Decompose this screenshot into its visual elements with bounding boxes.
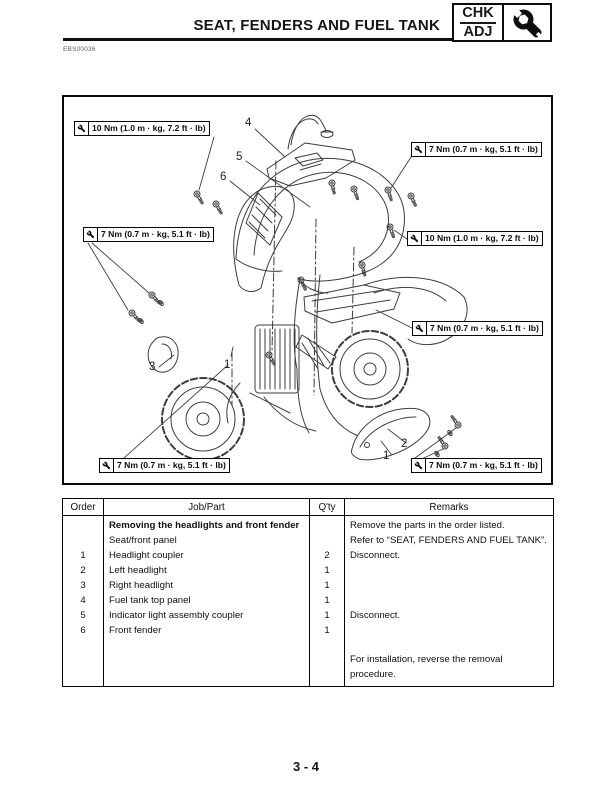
cell-order: 2	[80, 565, 86, 576]
chapter-tab-labels	[454, 5, 504, 40]
cell-qty	[310, 638, 345, 687]
torque-wrench-icon	[100, 459, 114, 472]
cell-order: 4	[80, 595, 86, 606]
part-callout: 1	[383, 450, 390, 462]
table-row	[63, 638, 554, 687]
torque-label	[411, 458, 542, 473]
table-row	[63, 593, 554, 608]
cell-order: 3	[80, 580, 86, 591]
chapter-tab-line1: CHK	[460, 6, 495, 24]
torque-label	[407, 231, 543, 246]
torque-value: 7 Nm (0.7 m · kg, 5.1 ft · lb)	[429, 460, 538, 470]
torque-wrench-icon	[412, 459, 426, 472]
cell-remarks: Disconnect.	[345, 548, 554, 563]
table-row	[63, 608, 554, 623]
cell-order	[63, 638, 104, 687]
part-callout: 2	[401, 438, 408, 450]
table-row	[63, 533, 554, 548]
torque-label	[74, 121, 210, 136]
torque-wrench-icon	[408, 232, 422, 245]
frame-art	[227, 275, 398, 437]
header-rule	[63, 38, 452, 41]
cell-remarks: Refer to “SEAT, FENDERS AND FUEL TANK”.	[345, 533, 554, 548]
part-callout: 4	[245, 117, 252, 129]
chapter-tab-line2: ADJ	[463, 23, 493, 40]
parts-table-header	[63, 499, 554, 516]
side-panel-art	[351, 408, 429, 459]
cell-qty: 1	[310, 563, 345, 578]
torque-wrench-icon	[75, 122, 89, 135]
cell-job: Front fender	[104, 623, 310, 638]
torque-value: 10 Nm (1.0 m · kg, 7.2 ft · lb)	[92, 123, 206, 133]
torque-value: 7 Nm (0.7 m · kg, 5.1 ft · lb)	[117, 460, 226, 470]
table-row	[63, 516, 554, 534]
cell-job: Removing the headlights and front fender	[104, 516, 310, 534]
rear-wheel-art	[332, 331, 408, 407]
table-row	[63, 623, 554, 638]
cell-order: 5	[80, 610, 86, 621]
wrench-nut-icon	[504, 5, 550, 40]
parts-table	[62, 498, 554, 687]
cell-remarks	[345, 578, 554, 593]
torque-label	[412, 321, 543, 336]
front-fender-art	[236, 158, 404, 293]
cell-remarks	[345, 623, 554, 638]
cell-qty: 1	[310, 623, 345, 638]
page-title: SEAT, FENDERS AND FUEL TANK	[193, 17, 440, 34]
chapter-tab	[452, 3, 552, 42]
cell-job: Right headlight	[104, 578, 310, 593]
torque-label	[83, 227, 214, 242]
exploded-diagram-frame	[62, 95, 553, 485]
cell-job: Fuel tank top panel	[104, 593, 310, 608]
torque-label	[411, 142, 542, 157]
cell-qty: 1	[310, 578, 345, 593]
cell-qty	[310, 516, 345, 534]
cell-qty	[310, 533, 345, 548]
part-callout: 6	[220, 171, 227, 183]
table-row	[63, 563, 554, 578]
part-callout: 3	[149, 361, 156, 373]
cell-remarks: Disconnect.	[345, 608, 554, 623]
cell-qty: 1	[310, 608, 345, 623]
cell-job: Headlight coupler	[104, 548, 310, 563]
table-row	[63, 548, 554, 563]
cell-order: 6	[80, 625, 86, 636]
cell-order	[63, 516, 104, 534]
cell-qty: 1	[310, 593, 345, 608]
cell-job: Seat/front panel	[104, 533, 310, 548]
cell-remarks: Remove the parts in the order listed.	[345, 516, 554, 534]
cell-qty: 2	[310, 548, 345, 563]
torque-wrench-icon	[412, 143, 426, 156]
col-header-remarks: Remarks	[345, 499, 554, 516]
torque-label	[99, 458, 230, 473]
col-header-order: Order	[63, 499, 104, 516]
footrest-art	[296, 335, 336, 369]
cell-order: 1	[80, 550, 86, 561]
col-header-qty: Q'ty	[310, 499, 345, 516]
cell-remarks: For installation, reverse the removal procedure.	[345, 638, 554, 687]
table-row	[63, 578, 554, 593]
part-callout: 5	[236, 151, 243, 163]
cell-remarks	[345, 593, 554, 608]
part-callout: 1	[224, 359, 231, 371]
page-number: 3 - 4	[292, 759, 319, 774]
doc-code: EBS00036	[63, 46, 96, 53]
fuel-tank-top-panel-art	[267, 143, 355, 186]
front-panel-art	[234, 186, 295, 291]
cell-job: Left headlight	[104, 563, 310, 578]
torque-value: 7 Nm (0.7 m · kg, 5.1 ft · lb)	[101, 229, 210, 239]
cell-remarks	[345, 563, 554, 578]
torque-value: 7 Nm (0.7 m · kg, 5.1 ft · lb)	[429, 144, 538, 154]
torque-value: 7 Nm (0.7 m · kg, 5.1 ft · lb)	[430, 323, 539, 333]
cell-job	[104, 638, 310, 687]
front-wheel-art	[162, 378, 244, 460]
cell-order	[63, 533, 104, 548]
torque-value: 10 Nm (1.0 m · kg, 7.2 ft · lb)	[425, 233, 539, 243]
torque-wrench-icon	[84, 228, 98, 241]
radiator-art	[255, 325, 299, 393]
cell-job: Indicator light assembly coupler	[104, 608, 310, 623]
col-header-job: Job/Part	[104, 499, 310, 516]
torque-wrench-icon	[413, 322, 427, 335]
